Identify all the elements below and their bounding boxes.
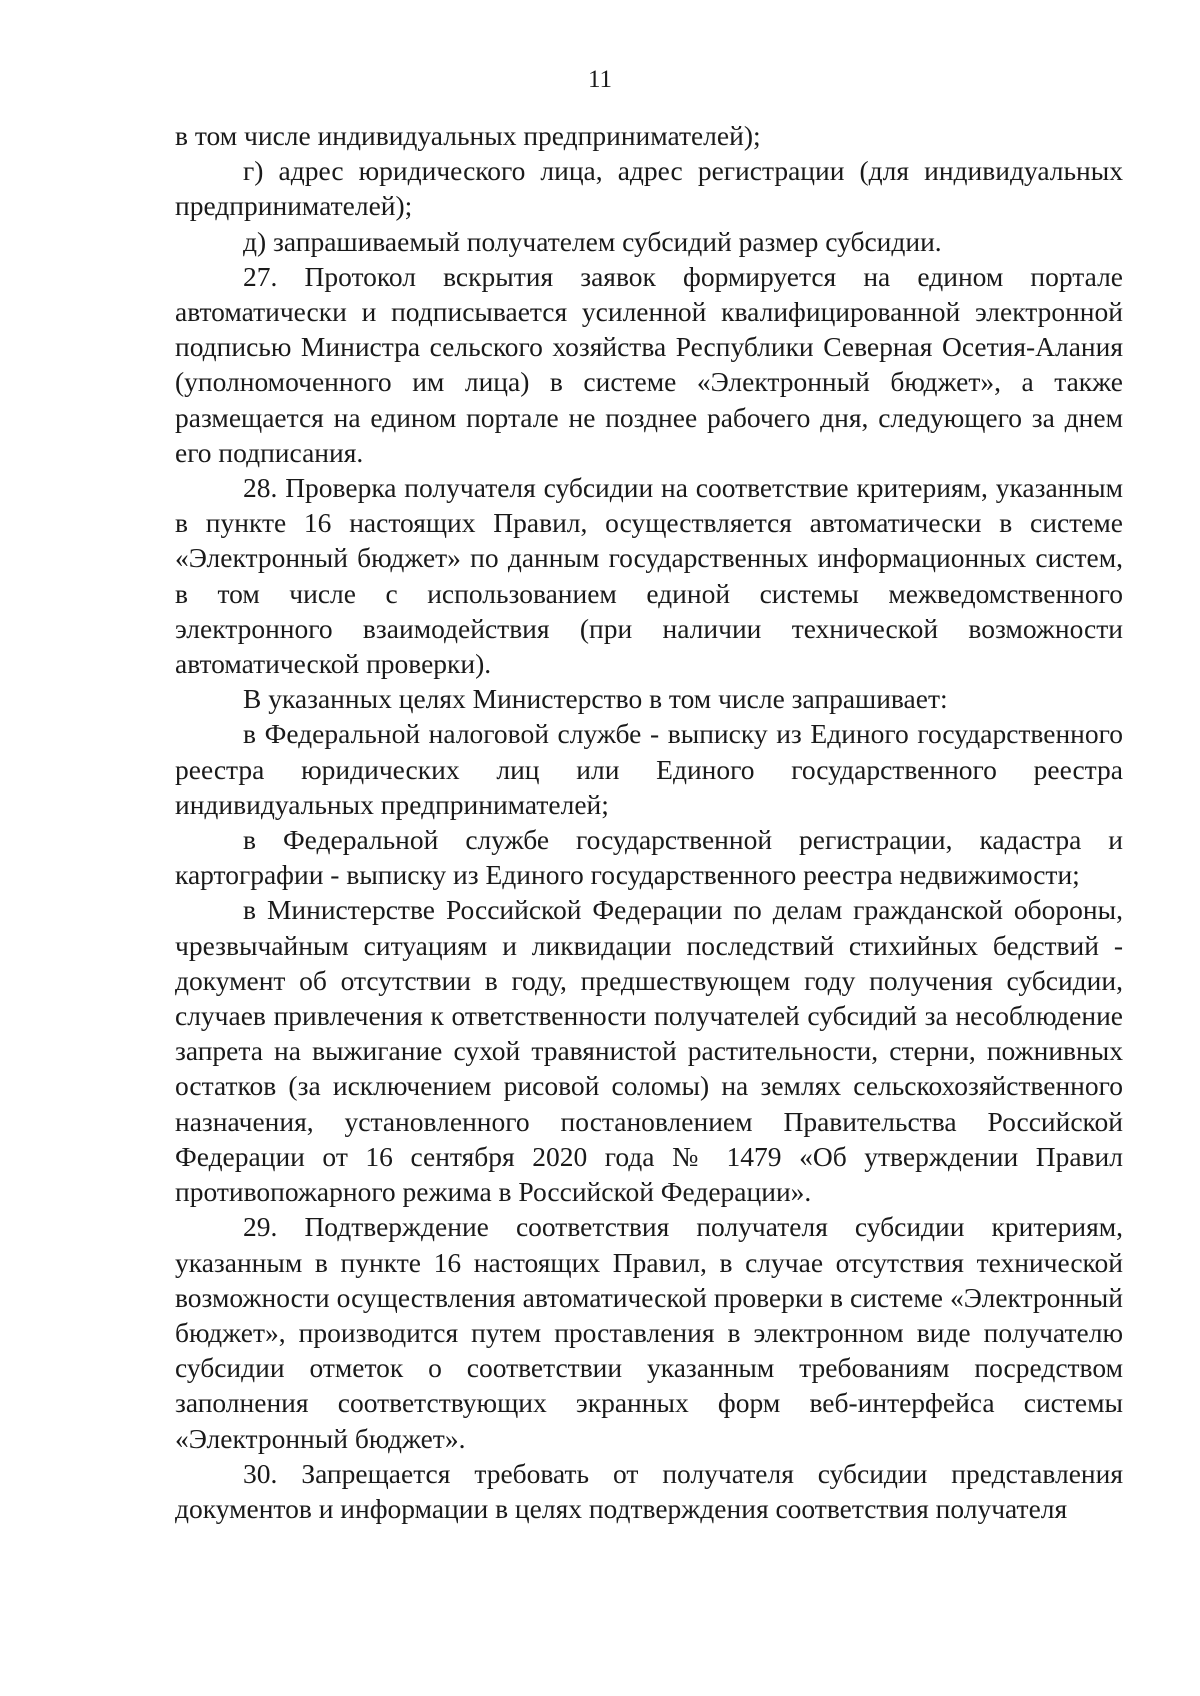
paragraph-27: 27. Протокол вскрытия заявок формируется на едином портале автоматически и подписывается усиленной квалифицированной электронной подписью Министра сельского хозяйства Республики Северная Осетия-Алания (уполномоченного им лица) в системе «Электронный бюджет», а также размещается на едином портале не позднее рабочего дня, следующего за днем его подписания. (175, 260, 1123, 468)
paragraph-28-tax-service: в Федеральной налоговой службе - выписку из Единого государственного реестра юридических лиц или Единого государственного реестра индивидуальных предпринимателей; (175, 718, 1123, 820)
document-body (175, 118, 1123, 1526)
paragraph-28-registry-service: в Федеральной службе государственной регистрации, кадастра и картографии - выписку из Единого государственного реестра недвижимости; (175, 824, 1123, 891)
paragraph-28: 28. Проверка получателя субсидии на соответствие критериям, указанным в пункте 16 настоящих Правил, осуществляется автоматически в системе «Электронный бюджет» по данным государственных информационных систем, в том числе с использованием единой системы межведомственного электронного взаимодействия (при наличии технической возможности автоматической проверки). (175, 472, 1123, 680)
paragraph-30: 30. Запрещается требовать от получателя субсидии представления документов и информации в целях подтверждения соответствия получателя (175, 1457, 1123, 1524)
paragraph-28-intro: В указанных целях Министерство в том числе запрашивает: (243, 683, 948, 715)
paragraph-item-d: д) запрашиваемый получателем субсидий размер субсидии. (243, 225, 942, 257)
page-number: 11 (587, 66, 613, 93)
paragraph-continuation: в том числе индивидуальных предпринимателей); (175, 120, 761, 151)
paragraph-item-g: г) адрес юридического лица, адрес регистрации (для индивидуальных предпринимателей); (175, 155, 1123, 222)
paragraph-29: 29. Подтверждение соответствия получателя субсидии критериям, указанным в пункте 16 настоящих Правил, в случае отсутствия технической возможности осуществления автоматической проверки в системе «Электронный бюджет», производится путем проставления в электронном виде получателю субсидии отметок о соответствии указанным требованиям посредством заполнения соответствующих экранных форм веб-интерфейса системы «Электронный бюджет». (175, 1211, 1123, 1454)
paragraph-28-emergency-ministry: в Министерстве Российской Федерации по делам гражданской обороны, чрезвычайным ситуациям и ликвидации последствий стихийных бедствий - документ об отсутствии в году, предшествующем году получения субсидии, случаев привлечения к ответственности получателей субсидий за несоблюдение запрета на выжигание сухой травянистой растительности, стерни, пожнивных остатков (за исключением рисовой соломы) на землях сельскохозяйственного назначения, установленного постановлением Правительства Российской Федерации от 16 сентября 2020 года № 1479 «Об утверждении Правил противопожарного режима в Российской Федерации». (175, 894, 1123, 1208)
